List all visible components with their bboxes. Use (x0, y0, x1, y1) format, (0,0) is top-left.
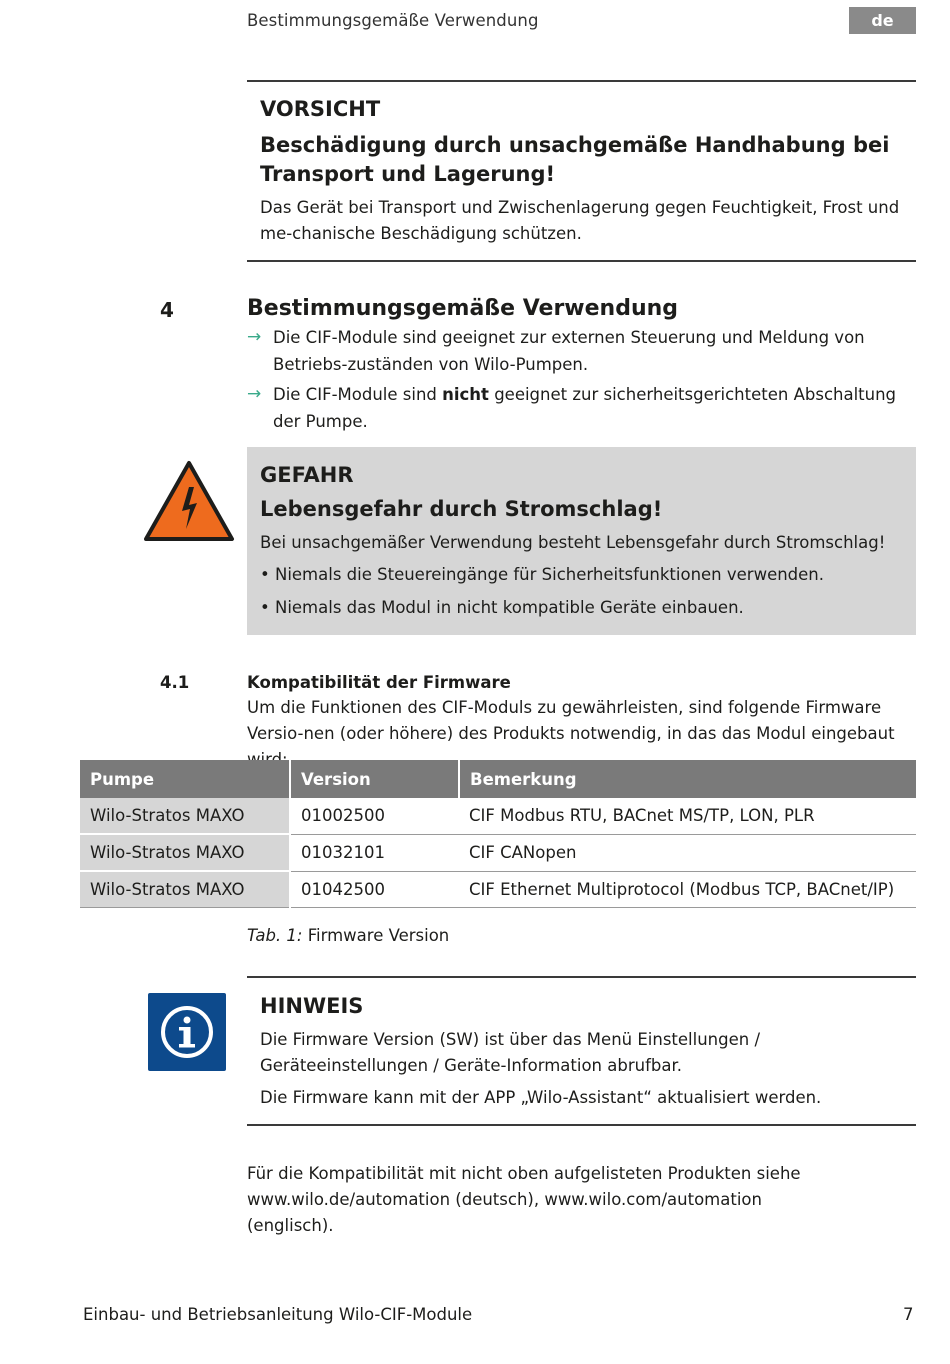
list-item (247, 324, 916, 378)
footer-document-title: Einbau- und Betriebsanleitung Wilo-CIF-Module (83, 1305, 473, 1324)
section-number: 4 (160, 298, 174, 322)
danger-line: • Niemals das Modul in nicht kompatible Geräte einbauen. (260, 598, 744, 617)
running-header: Bestimmungsgemäße Verwendung (247, 11, 539, 30)
notice-signal-word: HINWEIS (260, 994, 364, 1018)
table-cell: 01042500 (290, 871, 459, 908)
caution-title: Beschädigung durch unsachgemäße Handhabung bei Transport und Lagerung! (260, 133, 890, 186)
section-title: Bestimmungsgemäße Verwendung (247, 296, 679, 321)
list-item-text: Die CIF-Module sind geeignet zur externen Steuerung und Meldung von Betriebs-zuständen von Wilo-Pumpen. (273, 328, 865, 374)
electric-shock-warning-icon (142, 459, 236, 543)
table-cell: CIF Ethernet Multiprotocol (Modbus TCP, BACnet/IP) (459, 871, 916, 908)
notice-text: Die Firmware Version (SW) ist über das Menü Einstellungen / Geräteeinstellungen / Geräte-Information abrufbar. (260, 1030, 761, 1075)
arrow-right-icon: → (247, 384, 262, 404)
notice-text: Die Firmware kann mit der APP „Wilo-Assistant“ aktualisiert werden. (260, 1088, 822, 1107)
danger-box (247, 447, 916, 635)
subsection-number: 4.1 (160, 673, 190, 692)
table-cell: Wilo-Stratos MAXO (80, 871, 290, 908)
list-item (247, 381, 916, 435)
caution-bottom-rule (247, 260, 916, 262)
subsection-intro: Um die Funktionen des CIF-Moduls zu gewährleisten, sind folgende Firmware Versio-nen (oder höhere) des Produkts notwendig, in das das Modul eingebaut (247, 698, 895, 743)
caution-signal-word: VORSICHT (260, 97, 381, 121)
table-caption: Tab. 1: Firmware Version (247, 926, 450, 945)
danger-line: • Niemals die Steuereingänge für Sicherheitsfunktionen verwenden. (260, 565, 825, 584)
danger-title: Lebensgefahr durch Stromschlag! (260, 497, 663, 521)
firmware-table (80, 760, 916, 908)
table-cell: 01002500 (290, 798, 459, 834)
column-header: Bemerkung (459, 760, 916, 798)
table-header-row (80, 760, 916, 798)
table-row (80, 798, 916, 834)
table-row (80, 834, 916, 871)
table-cell: Wilo-Stratos MAXO (80, 798, 290, 834)
danger-line: Bei unsachgemäßer Verwendung besteht Lebensgefahr durch Stromschlag! (260, 533, 886, 552)
info-icon (148, 993, 226, 1071)
language-badge: de (849, 7, 916, 34)
arrow-right-icon: → (247, 327, 262, 347)
list-item-text: Die CIF-Module sind nicht geeignet zur sicherheitsgerichteten Abschaltung der Pumpe. (273, 385, 897, 431)
table-cell: Wilo-Stratos MAXO (80, 834, 290, 871)
caution-top-rule (247, 80, 916, 82)
page-number: 7 (903, 1305, 914, 1324)
danger-signal-word: GEFAHR (260, 463, 354, 487)
column-header: Pumpe (80, 760, 290, 798)
table-cell: CIF CANopen (459, 834, 916, 871)
notice-bottom-rule (247, 1124, 916, 1126)
notice-top-rule (247, 976, 916, 978)
table-row (80, 871, 916, 908)
table-cell: 01032101 (290, 834, 459, 871)
column-header: Version (290, 760, 459, 798)
subsection-title: Kompatibilität der Firmware (247, 673, 511, 692)
table-cell: CIF Modbus RTU, BACnet MS/TP, LON, PLR (459, 798, 916, 834)
caution-text: Das Gerät bei Transport und Zwischenlagerung gegen Feuchtigkeit, Frost und me-chanische Beschädigung schützen. (260, 198, 900, 243)
compatibility-note: Für die Kompatibilität mit nicht oben aufgelisteten Produkten siehe www.wilo.de/automation (deutsch), www.wilo.com/automation (englisch). (247, 1164, 801, 1235)
